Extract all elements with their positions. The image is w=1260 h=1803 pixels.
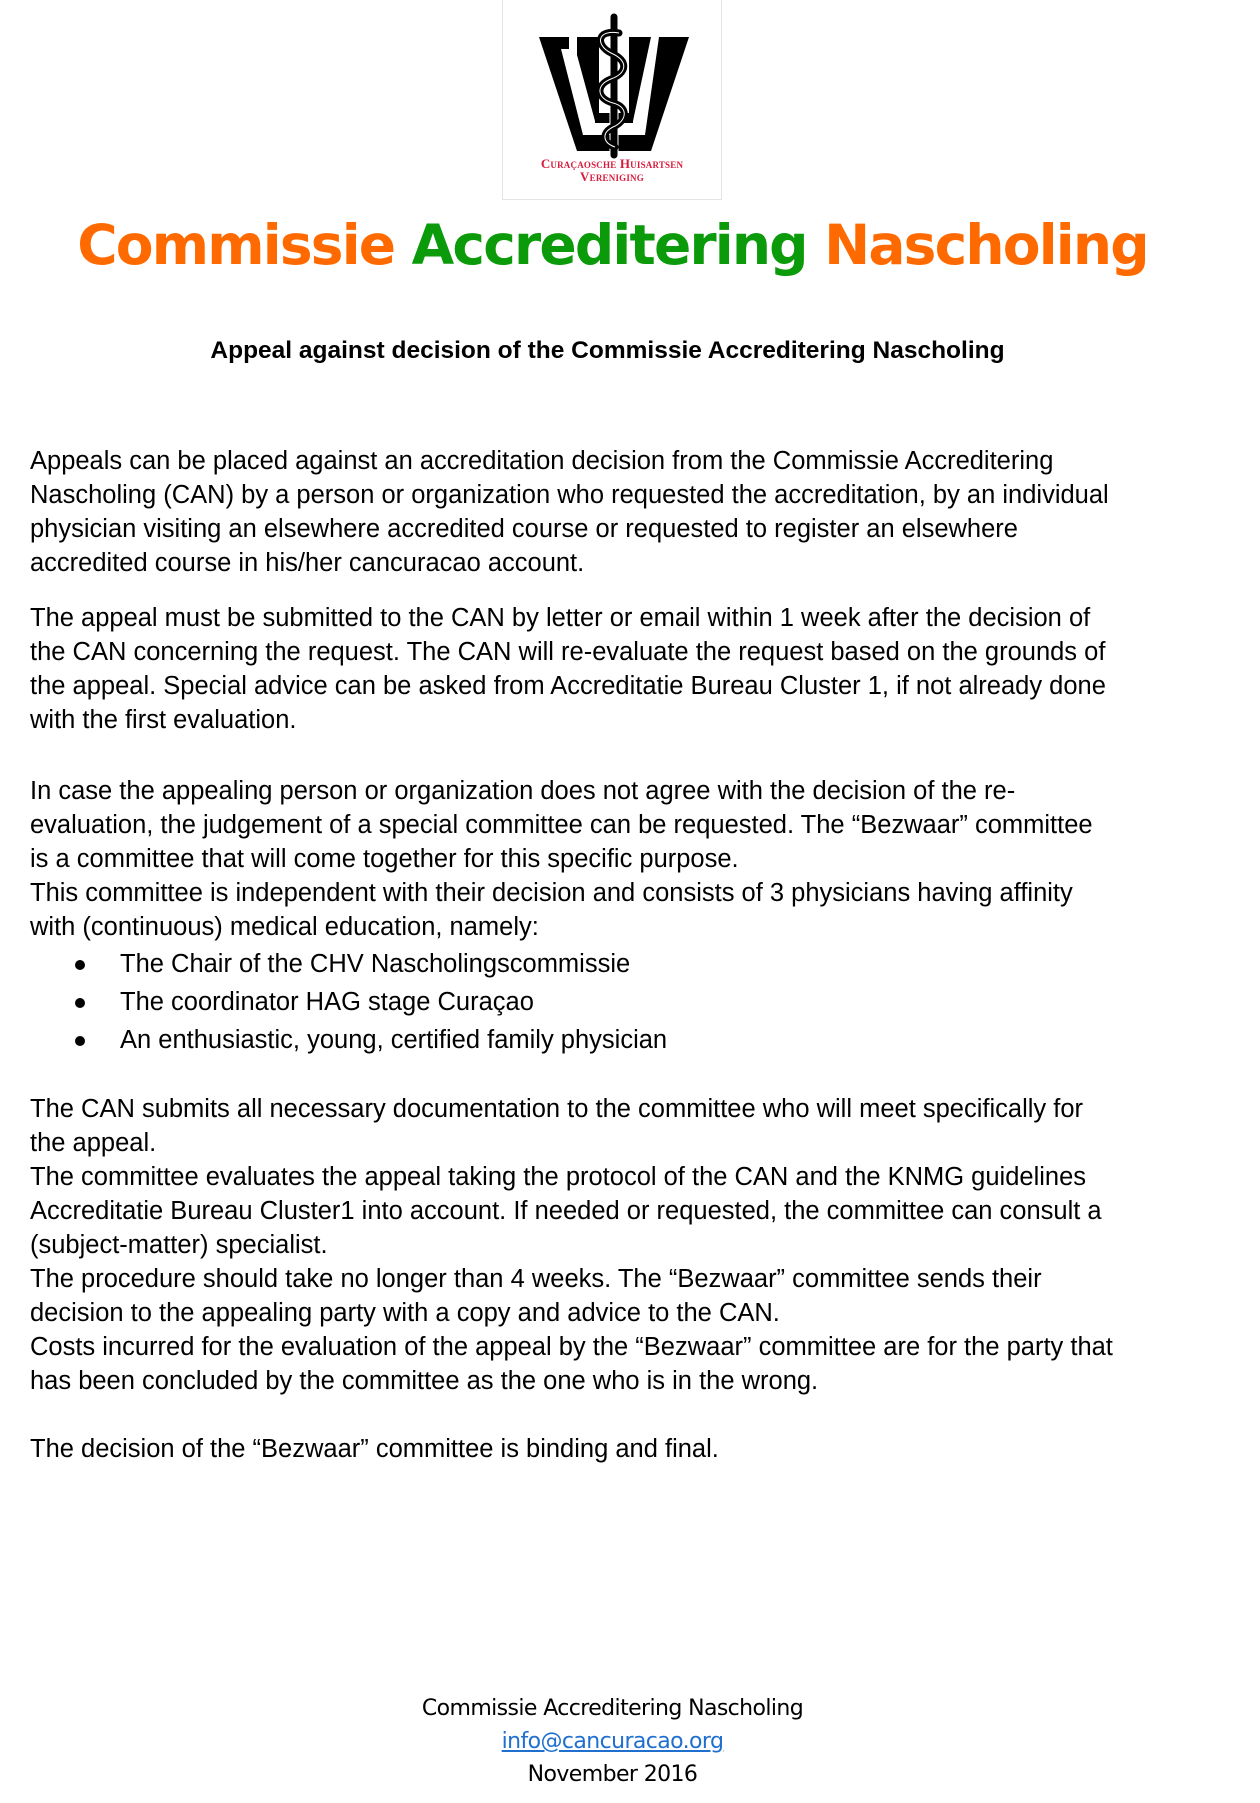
text-line: (subject-matter) specialist. xyxy=(30,1231,328,1259)
paragraph-4 xyxy=(30,1092,1230,1398)
title-word-nascholing: Nascholing xyxy=(824,213,1148,277)
title-word-commissie: Commissie xyxy=(77,213,395,277)
paragraph-5 xyxy=(30,1432,1230,1466)
paragraph-1 xyxy=(30,444,1230,580)
chv-caduceus-logo-icon xyxy=(537,11,691,161)
text-line: Appeals can be placed against an accreditation decision from the Commissie Accreditering xyxy=(30,447,1054,475)
footer xyxy=(0,1692,1225,1791)
text-line: The committee evaluates the appeal taking the protocol of the CAN and the KNMG guidelines xyxy=(30,1163,1087,1191)
footer-org: Commissie Accreditering Nascholing xyxy=(421,1696,804,1721)
bullet-icon xyxy=(75,1036,85,1046)
text-line: decision to the appealing party with a copy and advice to the CAN. xyxy=(30,1299,780,1327)
text-line: The procedure should take no longer than 4 weeks. The “Bezwaar” committee sends their xyxy=(30,1265,1042,1293)
text-line: The appeal must be submitted to the CAN by letter or email within 1 week after the decision of xyxy=(30,604,1091,632)
bullet-icon xyxy=(75,960,85,970)
text-line: has been concluded by the committee as the one who is in the wrong. xyxy=(30,1367,819,1395)
text-line: is a committee that will come together for this specific purpose. xyxy=(30,845,739,873)
list-item-text: An enthusiastic, young, certified family physician xyxy=(120,1026,668,1054)
list-item-text: The coordinator HAG stage Curaçao xyxy=(120,988,534,1016)
footer-email-link[interactable]: info@cancuracao.org xyxy=(501,1729,724,1754)
text-line: Nascholing (CAN) by a person or organization who requested the accreditation, by an individual xyxy=(30,481,1109,509)
text-line: with the first evaluation. xyxy=(30,706,297,734)
text-line: the CAN concerning the request. The CAN will re-evaluate the request based on the grounds of xyxy=(30,638,1106,666)
logo-caption-line1: Curaçaosche Huisartsen xyxy=(540,156,684,171)
title-word-accreditering: Accreditering xyxy=(411,213,807,277)
paragraph-3 xyxy=(30,774,1230,944)
text-line: Accreditatie Bureau Cluster1 into account. If needed or requested, the committee can consult a xyxy=(30,1197,1102,1225)
bullet-icon xyxy=(75,998,85,1008)
logo-caption-line2: Vereniging xyxy=(580,169,644,184)
text-line: The decision of the “Bezwaar” committee is binding and final. xyxy=(30,1435,719,1463)
text-line: The CAN submits all necessary documentation to the committee who will meet specifically for xyxy=(30,1095,1084,1123)
text-line: evaluation, the judgement of a special committee can be requested. The “Bezwaar” committee xyxy=(30,811,1093,839)
footer-date: November 2016 xyxy=(527,1762,698,1787)
text-line: the appeal. xyxy=(30,1129,157,1157)
text-line: accredited course in his/her cancuracao account. xyxy=(30,549,585,577)
logo-frame xyxy=(502,0,722,200)
list-item-text: The Chair of the CHV Nascholingscommissie xyxy=(120,950,631,978)
logo-caption xyxy=(503,157,721,183)
text-line: the appeal. Special advice can be asked from Accreditatie Bureau Cluster 1, if not already done xyxy=(30,672,1106,700)
text-line: This committee is independent with their decision and consists of 3 physicians having affinity xyxy=(30,879,1073,907)
text-line: In case the appealing person or organization does not agree with the decision of the re- xyxy=(30,777,1016,805)
page-title xyxy=(0,212,1225,278)
text-line: physician visiting an elsewhere accredited course or requested to register an elsewhere xyxy=(30,515,1018,543)
text-line: with (continuous) medical education, namely: xyxy=(30,913,539,941)
paragraph-2 xyxy=(30,601,1230,737)
document-subtitle: Appeal against decision of the Commissie Accreditering Nascholing xyxy=(210,337,1005,364)
text-line: Costs incurred for the evaluation of the appeal by the “Bezwaar” committee are for the party that xyxy=(30,1333,1113,1361)
